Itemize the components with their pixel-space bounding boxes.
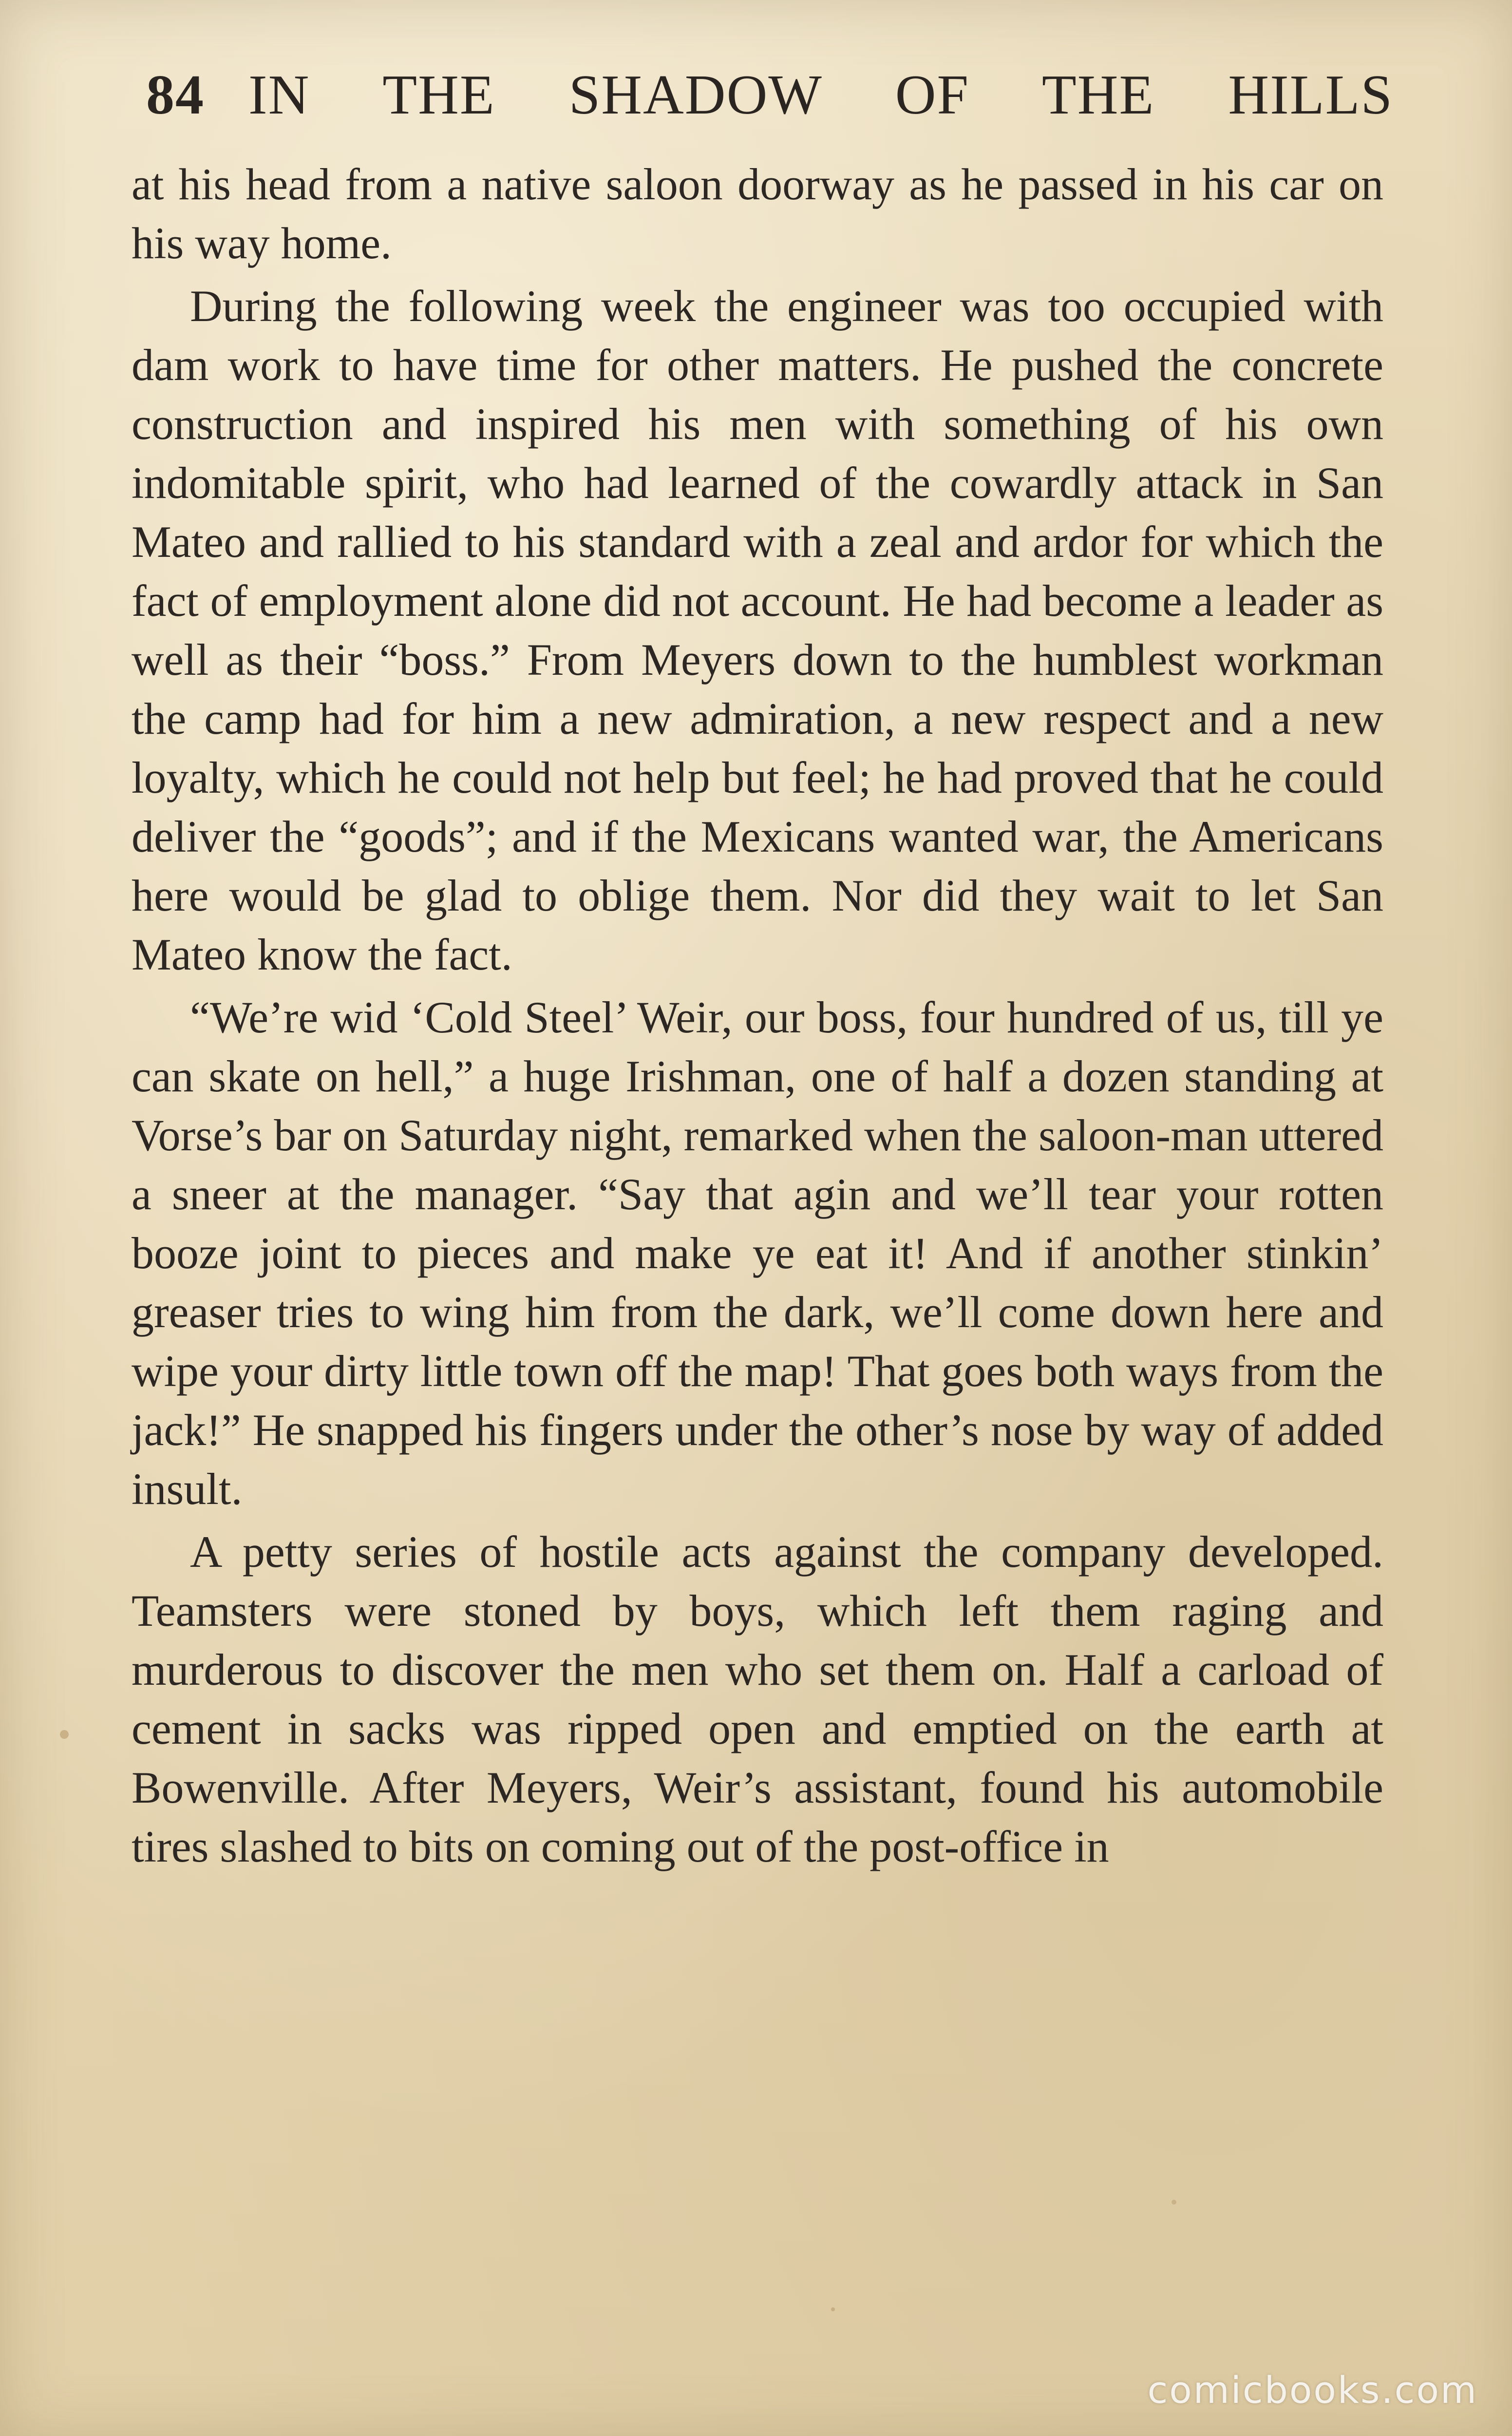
page-number: 84 <box>146 63 205 126</box>
body-text <box>132 155 1383 1880</box>
watermark: comicbooks.com <box>1147 2368 1478 2412</box>
paragraph-2: During the following week the engineer was too occupied with dam work to have time for other matters. He pushed the concrete construction and inspired his men with something of his own indomitable spirit, who had learned of the cowardly attack in San Mateo and rallied to his standard with a zeal and ardor for which the fact of employment alone did not account. He had become a leader as well as their “boss.” From Meyers down to the humblest workman the camp had for him a new admiration, a new respect and a new loyalty, which he could not help but feel; he had proved that he could deliver the “goods”; and if the Mexicans wanted war, the Americans here would be glad to oblige them. Nor did they wait to let San Mateo know the fact. <box>132 281 1383 979</box>
paper-speck <box>60 1730 69 1739</box>
paragraph-1: at his head from a native saloon doorway as he passed in his car on his way home. <box>132 159 1383 268</box>
paragraph-3: “We’re wid ‘Cold Steel’ Weir, our boss, four hundred of us, till ye can skate on hell,” a huge Irishman, one of half a dozen standing at Vorse’s bar on Saturday night, remarked when the saloon-man uttered a sneer at the manager. “Say that agin and we’ll tear your rotten booze joint to pieces and make ye eat it! And if another stinkin’ greaser tries to wing him from the dark, we’ll come down here and wipe your dirty little town off the map! That goes both ways from the jack!” He snapped his fingers under the other’s nose by way of added insult. <box>132 992 1383 1514</box>
running-title: IN THE SHADOW OF THE HILLS <box>248 63 1393 126</box>
paper-speck <box>1172 2200 1176 2205</box>
paragraph-4: A petty series of hostile acts against the company developed. Teamsters were stoned by boys, which left them raging and murderous to discover the men who set them on. Half a carload of cement in sacks was ripped open and emptied on the earth at Bowenville. After Meyers, Weir’s assistant, found his automobile tires slashed to bits on coming out of the post-office in <box>132 1527 1383 1871</box>
running-head <box>146 58 1393 132</box>
paper-speck <box>831 2307 835 2311</box>
